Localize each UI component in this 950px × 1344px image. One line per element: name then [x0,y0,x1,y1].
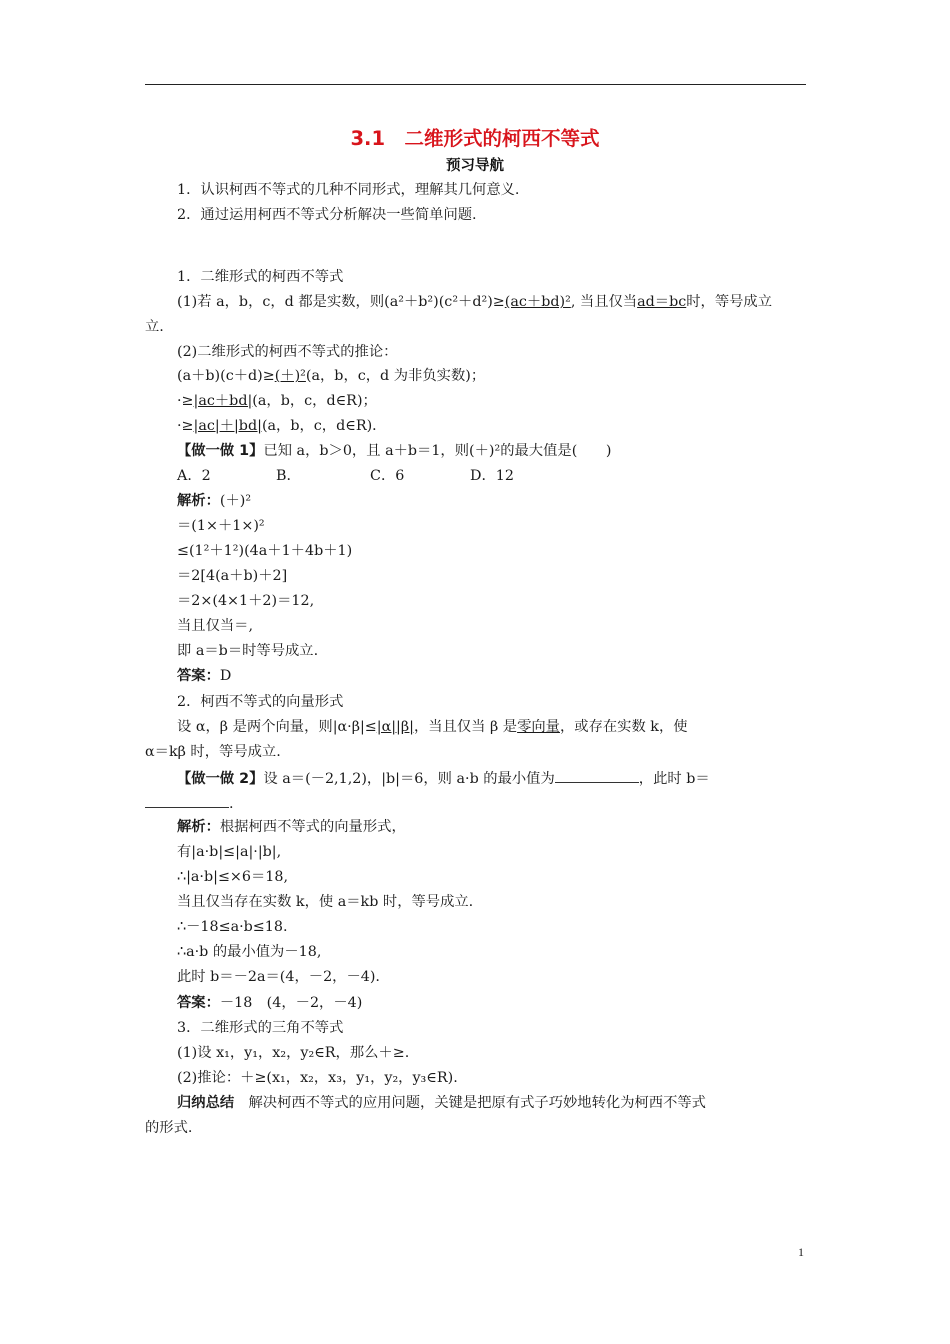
summary-cont: 的形式. [145,1120,193,1136]
text: ，当且仅当 β 是 [413,719,518,735]
text: (＋)² [219,493,252,509]
text: ·≥ [177,393,194,409]
example1-option-b: B． [276,468,301,484]
answer-label: 答案： [177,668,220,684]
section1-p4 [177,392,377,410]
answer-blank[interactable] [555,768,639,783]
example1-step: ＝(1×＋1×)² [177,518,265,534]
example2-solution [177,818,406,836]
example2-question [177,768,710,788]
example2-step: ∴|a·b|≤×6＝18, [177,869,289,885]
text: 设 a＝(－2,1,2)，|b|＝6，则 a·b 的最小值为 [263,771,555,787]
example1-step: ＝2[4(a＋b)＋2] [177,568,288,584]
text: (a，b，c，d∈R)； [252,393,377,409]
page-number: 1 [798,1245,804,1259]
example1-step: ≤(1²＋1²)(4a＋1＋4b＋1) [177,543,353,559]
objective-1: 1．认识柯西不等式的几种不同形式，理解其几何意义. [177,182,520,198]
example1-question [177,442,611,460]
section3-heading: 3．二维形式的三角不等式 [177,1020,344,1036]
example2-step: ∴－18≤a·b≤18. [177,919,288,935]
objective-2: 2．通过运用柯西不等式分析解决一些简单问题. [177,207,477,223]
text: (a＋b)(c＋d)≥ [177,368,275,384]
example2-step: ∴a·b 的最小值为－18, [177,944,322,960]
summary [177,1094,706,1112]
answer-underline: |α||β| [376,719,414,735]
example2-step: 有|a·b|≤|a|·|b|, [177,844,282,860]
text: 时，等号成立 [686,294,773,310]
answer-underline: (ac＋bd)² [504,294,571,310]
text: 解决柯西不等式的应用问题，关键是把原有式子巧妙地转化为柯西不等式 [234,1095,706,1111]
text: ，此时 b＝ [638,771,710,787]
header-rule [145,84,806,85]
solution-label: 解析： [177,493,220,509]
text: ，或存在实数 k，使 [559,719,688,735]
text: |α·β|≤ [332,719,377,735]
answer-underline: |ac＋bd| [193,393,253,409]
text: D [219,668,232,684]
section2-p1 [177,718,688,736]
example1-answer [177,667,231,685]
example2-answer [177,994,362,1012]
document-subtitle: 预习导航 [446,158,504,174]
section3-p2: (2)推论：＋≥(x₁，x₂，x₃，y₁，y₂，y₃∈R). [177,1070,458,1086]
text: (a，b，c，d 为非负实数)； [305,368,486,384]
text: 根据柯西不等式的向量形式， [219,819,406,835]
text: ·≥ [177,418,194,434]
example1-step: 当且仅当＝, [177,618,254,634]
document-title: 3.1 二维形式的柯西不等式 [350,127,600,150]
summary-label: 归纳总结 [177,1095,235,1111]
text: 已知 a，b＞0，且 a＋b＝1，则(＋)²的最大值是( ) [263,443,612,459]
text: , 当且仅当 [570,294,638,310]
section3-p1: (1)设 x₁，y₁，x₂，y₂∈R，那么＋≥. [177,1045,410,1061]
text: －18 (4，－2，－4) [219,995,363,1011]
answer-underline: |ac|＋|bd| [193,418,262,434]
example1-option-a: A．2 [177,468,211,484]
text: . [229,796,234,812]
example2-step: 当且仅当存在实数 k，使 a＝kb 时，等号成立. [177,894,474,910]
example-label: 【做一做 2】 [177,771,264,787]
example1-solution [177,492,251,510]
section1-heading: 1．二维形式的柯西不等式 [177,269,344,285]
answer-underline: 零向量 [517,719,560,735]
text: (a，b，c，d∈R)． [261,418,387,434]
section1-p2: (2)二维形式的柯西不等式的推论： [177,344,398,360]
example2-question-cont [145,793,234,813]
example1-option-c: C．6 [370,468,405,484]
answer-underline: ad＝bc [637,294,687,310]
solution-label: 解析： [177,819,220,835]
answer-underline: (＋)² [274,368,306,384]
example1-step: ＝2×(4×1＋2)＝12, [177,593,315,609]
text: (1)若 a，b，c，d 都是实数，则(a²＋b²)(c²＋d²)≥ [177,294,505,310]
section1-p5 [177,417,386,435]
example1-step: 即 a＝b＝时等号成立. [177,643,319,659]
answer-blank[interactable] [145,793,229,808]
section2-p2: α＝kβ 时，等号成立. [145,744,281,760]
example-label: 【做一做 1】 [177,443,264,459]
section1-p3 [177,367,485,385]
section1-p1 [177,293,772,311]
answer-label: 答案： [177,995,220,1011]
section1-p1-cont: 立. [145,319,164,335]
example2-step: 此时 b＝－2a＝(4，－2，－4). [177,969,380,985]
text: 设 α，β 是两个向量，则 [177,719,333,735]
section2-heading: 2．柯西不等式的向量形式 [177,694,344,710]
example1-option-d: D．12 [470,468,514,484]
